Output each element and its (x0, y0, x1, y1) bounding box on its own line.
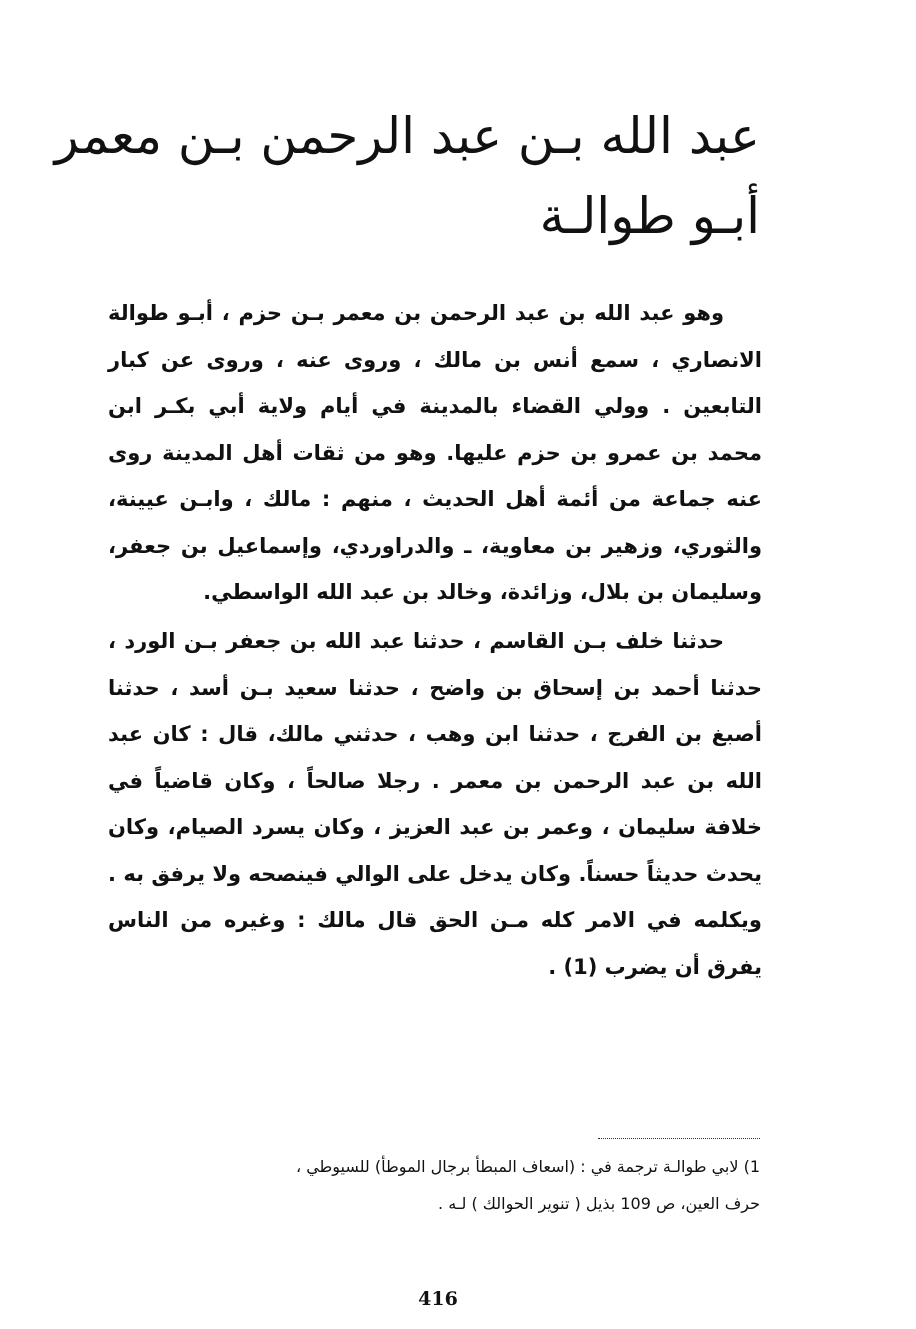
footnote-line-1: 1) لابي طوالـة ترجمة في : (اسعاف المبطأ برجال الموطأ) للسيوطي ، (295, 1157, 760, 1176)
title-line-2: أبـو طوالـة (539, 187, 760, 245)
title-line-1: عبد الله بـن عبد الرحمن بـن معمر (54, 107, 760, 165)
paragraph-narration: حدثنا خلف بـن القاسم ، حدثنا عبد الله بن جعفر بـن الورد ، حدثنا أحمد بن إسحاق بن واضح ، حدثنا سعيد بـن أسد ، حدثنا أصبغ بن الفرج ، حدثنا ابن وهب ، حدثني مالك، قال : كان عبد الله بن عبد الرحمن بن معمر . رجلا صالحاً ، وكان قاضياً في خلافة سليمان ، وعمر بن عبد العزيز ، وكان يسرد الصيام، وكان يحدث حديثاً حسناً. وكان يدخل على الوالي فينصحه ولا يرفق به . ويكلمه في الامر كله مـن الحق قال مالك : وغيره من الناس يفرق أن يضرب (1) . (108, 629, 762, 979)
footnote-divider (598, 1138, 760, 1139)
page-number: 416 (418, 1288, 458, 1310)
footnote (108, 1148, 760, 1222)
paragraph-biography: وهو عبد الله بن عبد الرحمن بن معمر بـن حزم ، أبـو طوالة الانصاري ، سمع أنس بن مالك ، وروى عنه ، وروى عن كبار التابعين . وولي القضاء بالمدينة في أيام ولاية أبي بكـر ابن محمد بن عمرو بن حزم عليها. وهو من ثقات أهل المدينة روى عنه جماعة من أئمة أهل الحديث ، منهم : مالك ، وابـن عيينة، والثوري، وزهير بن معاوية، ـ والدراوردي، وإسماعيل بن جعفر، وسليمان بن بلال، وزائدة، وخالد بن عبد الله الواسطي. (108, 301, 762, 604)
footnote-line-2: حرف العين، ص 109 بذيل ( تنوير الحوالك ) لـه . (438, 1194, 760, 1213)
chapter-title (54, 96, 760, 256)
